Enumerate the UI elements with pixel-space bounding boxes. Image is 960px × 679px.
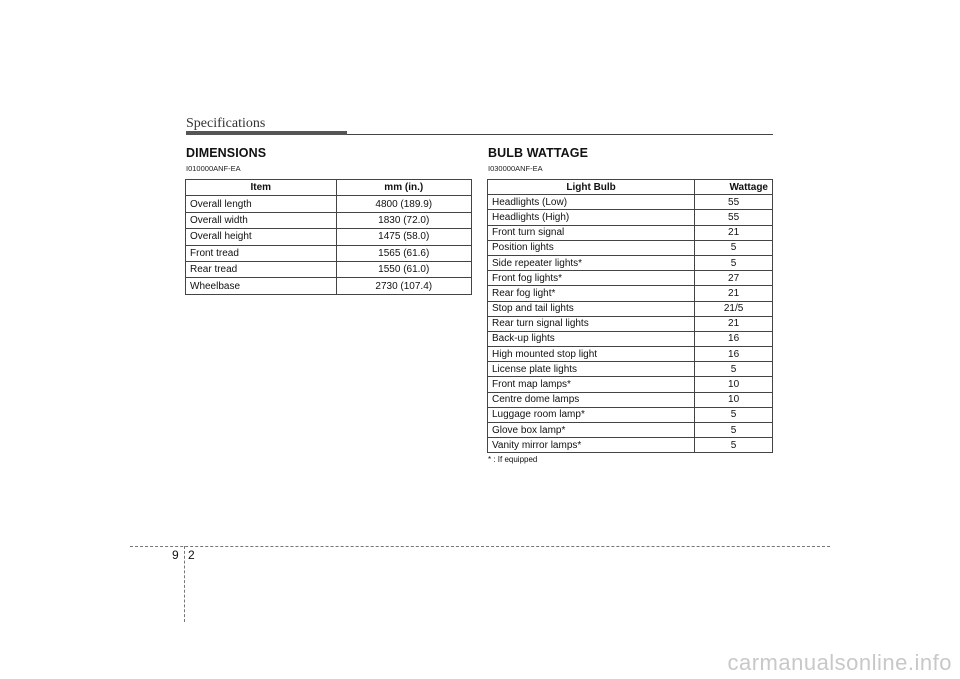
table-row	[488, 362, 773, 377]
row-label: Front map lamps*	[488, 377, 695, 392]
row-label: Rear turn signal lights	[488, 316, 695, 331]
column-header-item: Item	[186, 180, 337, 196]
table-row	[488, 407, 773, 422]
bulb-wattage-title: BULB WATTAGE	[488, 146, 589, 160]
row-value: 1550 (61.0)	[336, 261, 472, 277]
table-row	[186, 278, 472, 294]
row-label: Rear fog light*	[488, 286, 695, 301]
row-label: Back-up lights	[488, 331, 695, 346]
row-value: 1565 (61.6)	[336, 245, 472, 261]
dimensions-table	[185, 179, 472, 295]
column-header-wattage: Wattage	[695, 180, 773, 195]
row-label: Wheelbase	[186, 278, 337, 294]
table-row	[488, 240, 773, 255]
table-row	[488, 347, 773, 362]
row-value: 55	[695, 210, 773, 225]
row-value: 5	[695, 438, 773, 453]
row-value: 5	[695, 240, 773, 255]
row-value: 16	[695, 331, 773, 346]
dimensions-code: I010000ANF-EA	[186, 164, 241, 173]
table-row	[488, 271, 773, 286]
table-row	[186, 212, 472, 228]
table-row	[488, 423, 773, 438]
row-label: Overall width	[186, 212, 337, 228]
dimensions-title: DIMENSIONS	[186, 146, 267, 160]
row-value: 2730 (107.4)	[336, 278, 472, 294]
row-value: 4800 (189.9)	[336, 196, 472, 212]
row-label: License plate lights	[488, 362, 695, 377]
row-value: 5	[695, 255, 773, 270]
bulb-wattage-code: I030000ANF-EA	[488, 164, 543, 173]
page-header-title: Specifications	[186, 116, 266, 131]
table-row	[488, 392, 773, 407]
footnote: * : If equipped	[488, 455, 538, 464]
row-value: 10	[695, 392, 773, 407]
row-label: Side repeater lights*	[488, 255, 695, 270]
table-row	[186, 196, 472, 212]
table-header-row	[186, 180, 472, 196]
row-label: Front fog lights*	[488, 271, 695, 286]
row-label: Overall length	[186, 196, 337, 212]
row-label: Headlights (High)	[488, 210, 695, 225]
row-value: 21/5	[695, 301, 773, 316]
row-value: 21	[695, 225, 773, 240]
table-row	[488, 225, 773, 240]
table-row	[488, 286, 773, 301]
row-value: 1475 (58.0)	[336, 229, 472, 245]
row-value: 5	[695, 423, 773, 438]
table-row	[186, 261, 472, 277]
row-value: 55	[695, 195, 773, 210]
watermark: carmanualsonline.info	[727, 650, 952, 675]
row-label: Rear tread	[186, 261, 337, 277]
row-label: Front tread	[186, 245, 337, 261]
table-header-row	[488, 180, 773, 195]
row-value: 10	[695, 377, 773, 392]
row-label: High mounted stop light	[488, 347, 695, 362]
row-label: Stop and tail lights	[488, 301, 695, 316]
row-label: Front turn signal	[488, 225, 695, 240]
chapter-number: 9	[172, 548, 179, 562]
row-label: Luggage room lamp*	[488, 407, 695, 422]
table-row	[488, 210, 773, 225]
row-value: 16	[695, 347, 773, 362]
row-value: 21	[695, 316, 773, 331]
row-value: 5	[695, 407, 773, 422]
table-row	[186, 229, 472, 245]
row-label: Headlights (Low)	[488, 195, 695, 210]
table-row	[488, 438, 773, 453]
column-header-light-bulb: Light Bulb	[488, 180, 695, 195]
header-rule	[347, 134, 773, 135]
row-value: 21	[695, 286, 773, 301]
row-label: Vanity mirror lamps*	[488, 438, 695, 453]
table-row	[488, 331, 773, 346]
table-row	[488, 195, 773, 210]
row-label: Centre dome lamps	[488, 392, 695, 407]
table-row	[488, 316, 773, 331]
page-number: 2	[188, 548, 195, 562]
row-label: Position lights	[488, 240, 695, 255]
table-row	[186, 245, 472, 261]
row-label: Overall height	[186, 229, 337, 245]
table-row	[488, 301, 773, 316]
footer-rule	[130, 546, 830, 547]
table-row	[488, 255, 773, 270]
header-rule-accent	[186, 131, 347, 135]
row-value: 27	[695, 271, 773, 286]
table-row	[488, 377, 773, 392]
row-value: 5	[695, 362, 773, 377]
row-value: 1830 (72.0)	[336, 212, 472, 228]
footer-divider	[184, 546, 185, 622]
row-label: Glove box lamp*	[488, 423, 695, 438]
bulb-wattage-table	[487, 179, 773, 453]
column-header-mm: mm (in.)	[336, 180, 472, 196]
